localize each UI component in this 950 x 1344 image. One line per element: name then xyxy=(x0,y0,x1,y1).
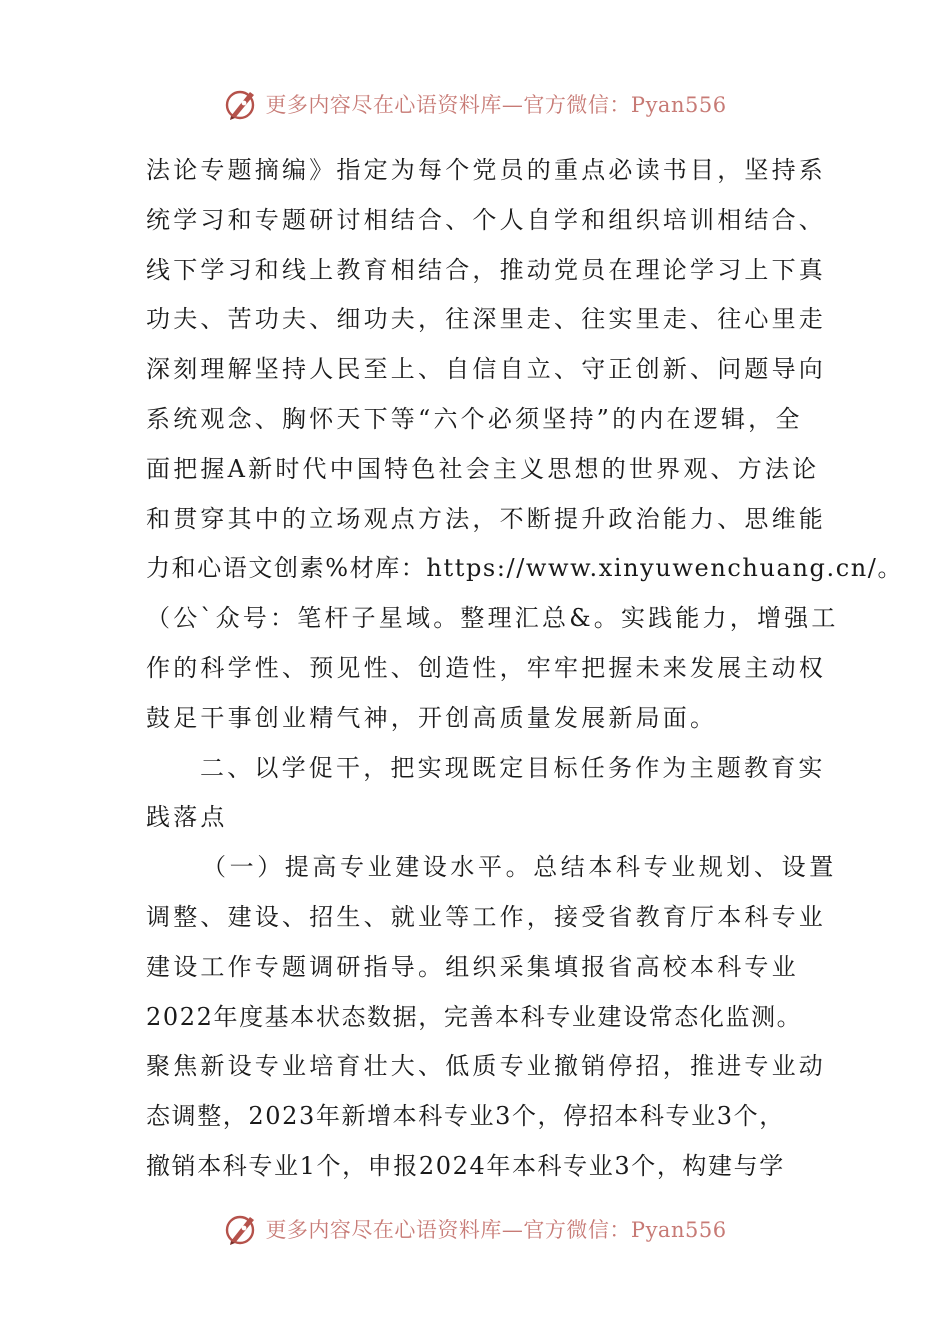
text-line: 线下学习和线上教育相结合，推动党员在理论学习上下真 xyxy=(146,255,826,284)
subsection-heading: （一）提高专业建设水平。总结本科专业规划、设置 xyxy=(202,853,837,882)
footer-watermark xyxy=(0,1207,950,1251)
pen-logo-icon xyxy=(223,1211,259,1247)
section-heading: 二、以学促干，把实现既定目标任务作为主题教育实 xyxy=(200,753,826,782)
text-line: 作的科学性、预见性、创造性，牢牢把握未来发展主动权 xyxy=(146,653,826,682)
text-line: 深刻理解坚持人民至上、自信自立、守正创新、问题导向 xyxy=(146,355,826,384)
watermark-text: 更多内容尽在心语资料库—官方微信：Pyan556 xyxy=(265,93,727,117)
text-line: 建设工作专题调研指导。组织采集填报省高校本科专业 xyxy=(146,952,799,981)
watermark-text: 更多内容尽在心语资料库—官方微信：Pyan556 xyxy=(265,1218,727,1242)
text-line: 聚焦新设专业培育壮大、低质专业撤销停招，推进专业动 xyxy=(146,1052,826,1081)
text-line: 和贯穿其中的立场观点方法，不断提升政治能力、思维能 xyxy=(146,504,826,533)
text-line: 系统观念、胸怀天下等“六个必须坚持”的内在逻辑，全 xyxy=(146,404,803,433)
text-line: 面把握A新时代中国特色社会主义思想的世界观、方法论 xyxy=(146,454,820,483)
text-line: 调整、建设、招生、就业等工作，接受省教育厅本科专业 xyxy=(146,902,826,931)
text-line: 功夫、苦功夫、细功夫，往深里走、往实里走、往心里走 xyxy=(146,305,826,334)
text-line: 2022年度基本状态数据，完善本科专业建设常态化监测。 xyxy=(146,1002,803,1031)
text-line: 态调整，2023年新增本科专业3个，停招本科专业3个， xyxy=(146,1102,785,1131)
text-line: 鼓足干事创业精气神，开创高质量发展新局面。 xyxy=(146,703,718,732)
pen-logo-icon xyxy=(223,86,259,122)
section-heading-cont: 践落点 xyxy=(146,803,228,832)
text-line: 撤销本科专业1个，申报2024年本科专业3个，构建与学 xyxy=(146,1151,785,1180)
text-line: （公`众号：笔杆子星域。整理汇总&。实践能力，增强工 xyxy=(146,604,839,633)
text-line: 力和心语文创素%材库：https://www.xinyuwenchuang.cn/。 xyxy=(146,554,904,583)
text-line: 统学习和专题研讨相结合、个人自学和组织培训相结合、 xyxy=(146,205,826,234)
header-watermark xyxy=(0,82,950,126)
text-line: 法论专题摘编》指定为每个党员的重点必读书目，坚持系 xyxy=(146,156,826,184)
document-body xyxy=(146,146,904,1192)
